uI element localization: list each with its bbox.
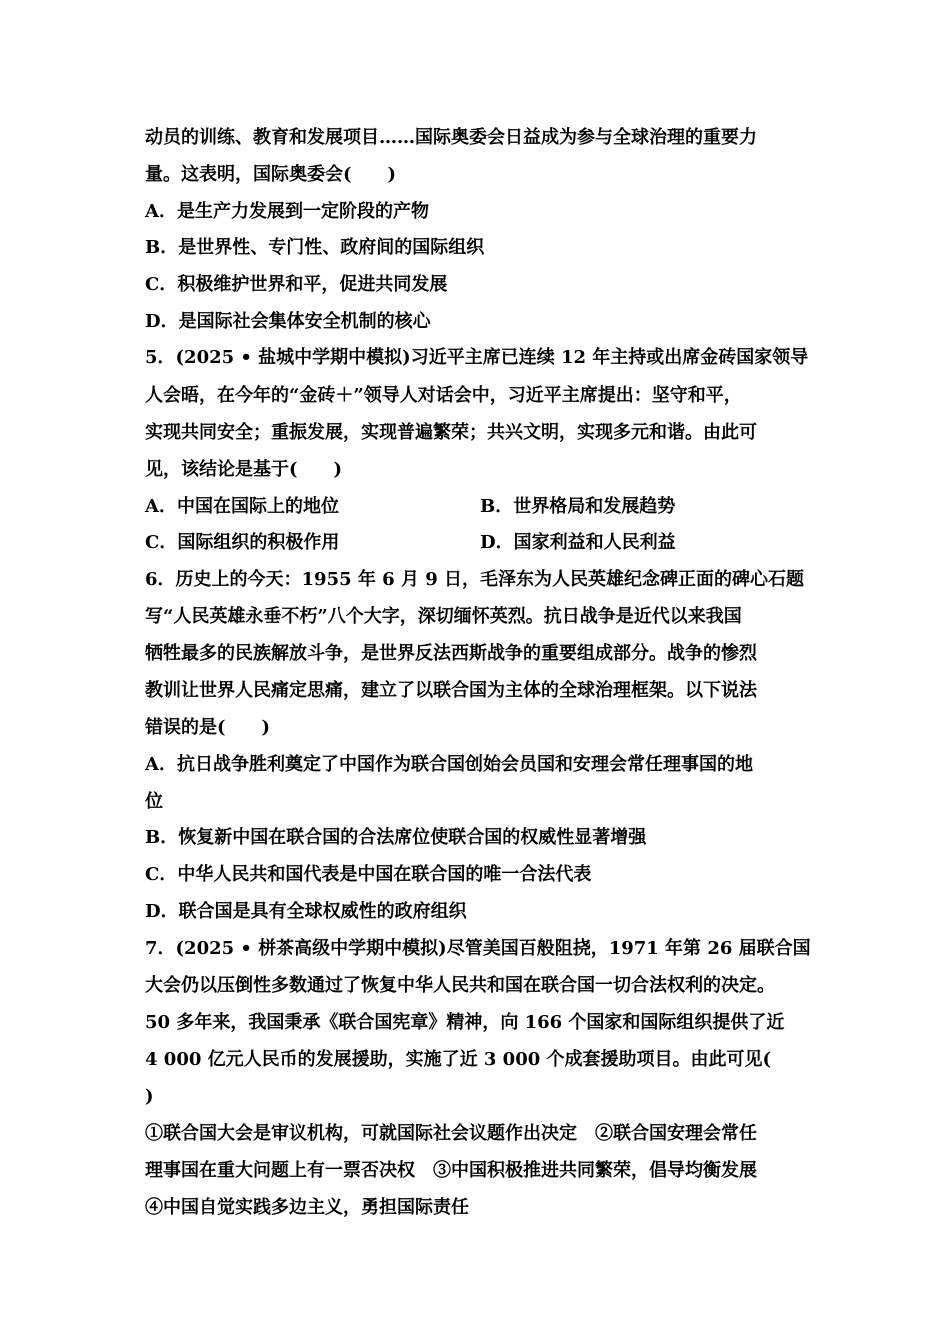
q6-option-a-line-2: 位	[145, 791, 163, 812]
q4-stem-line-1: 动员的训练、教育和发展项目……国际奥委会日益成为参与全球治理的重要力	[145, 127, 757, 148]
q7-stem-line-1: 7．(2025 • 栟茶高级中学期中模拟)尽管美国百般阻挠，1971 年第 26 届联合国	[145, 938, 811, 959]
q6-stem-line-1: 6．历史上的今天：1955 年 6 月 9 日，毛泽东为人民英雄纪念碑正面的碑心石题	[145, 569, 805, 590]
q6-stem-line-5: 错误的是( )	[145, 717, 271, 738]
q5-stem-line-1: 5．(2025 • 盐城中学期中模拟)习近平主席已连续 12 年主持或出席金砖国家领导	[145, 347, 809, 368]
q6-option-d: D．联合国是具有全球权威性的政府组织	[145, 901, 467, 922]
q5-option-c: C．国际组织的积极作用	[145, 532, 340, 553]
q4-option-c: C．积极维护世界和平，促进共同发展	[145, 274, 448, 295]
q6-stem-line-4: 教训让世界人民痛定思痛，建立了以联合国为主体的全球治理框架。以下说法	[145, 680, 757, 701]
q7-stem-line-2: 大会仍以压倒性多数通过了恢复中华人民共和国在联合国一切合法权利的决定。	[145, 975, 775, 996]
q6-option-b: B．恢复新中国在联合国的合法席位使联合国的权威性显著增强	[145, 827, 647, 848]
q7-statement-line-2: 理事国在重大问题上有一票否决权 ③中国积极推进共同繁荣，倡导均衡发展	[145, 1160, 757, 1181]
q5-stem-line-4: 见，该结论是基于( )	[145, 459, 343, 480]
q4-option-b: B．是世界性、专门性、政府间的国际组织	[145, 237, 485, 258]
q5-option-b: B．世界格局和发展趋势	[480, 496, 676, 517]
q4-stem-line-2: 量。这表明，国际奥委会( )	[145, 164, 397, 185]
q6-option-a-line-1: A．抗日战争胜利奠定了中国作为联合国创始会员国和安理会常任理事国的地	[145, 754, 753, 775]
q5-option-d: D．国家利益和人民利益	[480, 532, 676, 553]
q7-statement-line-1: ①联合国大会是审议机构，可就国际社会议题作出决定 ②联合国安理会常任	[145, 1123, 757, 1144]
q4-option-a: A．是生产力发展到一定阶段的产物	[145, 201, 429, 222]
q4-option-d: D．是国际社会集体安全机制的核心	[145, 311, 431, 332]
q7-stem-line-4: 4 000 亿元人民币的发展援助，实施了近 3 000 个成套援助项目。由此可见(	[145, 1049, 772, 1070]
q7-stem-line-5: )	[145, 1086, 154, 1107]
q6-stem-line-3: 牺牲最多的民族解放斗争，是世界反法西斯战争的重要组成部分。战争的惨烈	[145, 643, 757, 664]
q7-statement-line-3: ④中国自觉实践多边主义，勇担国际责任	[145, 1197, 469, 1218]
q5-stem-line-3: 实现共同安全；重振发展，实现普遍繁荣；共兴文明，实现多元和谐。由此可	[145, 422, 757, 443]
q7-stem-line-3: 50 多年来，我国秉承《联合国宪章》精神，向 166 个国家和国际组织提供了近	[145, 1012, 785, 1033]
q6-option-c: C．中华人民共和国代表是中国在联合国的唯一合法代表	[145, 864, 592, 885]
q6-stem-line-2: 写“人民英雄永垂不朽”八个大字，深切缅怀英烈。抗日战争是近代以来我国	[145, 606, 742, 627]
q5-option-a: A．中国在国际上的地位	[145, 496, 339, 517]
q5-stem-line-2: 人会晤，在今年的“金砖＋”领导人对话会中，习近平主席提出：坚守和平，	[145, 385, 742, 406]
